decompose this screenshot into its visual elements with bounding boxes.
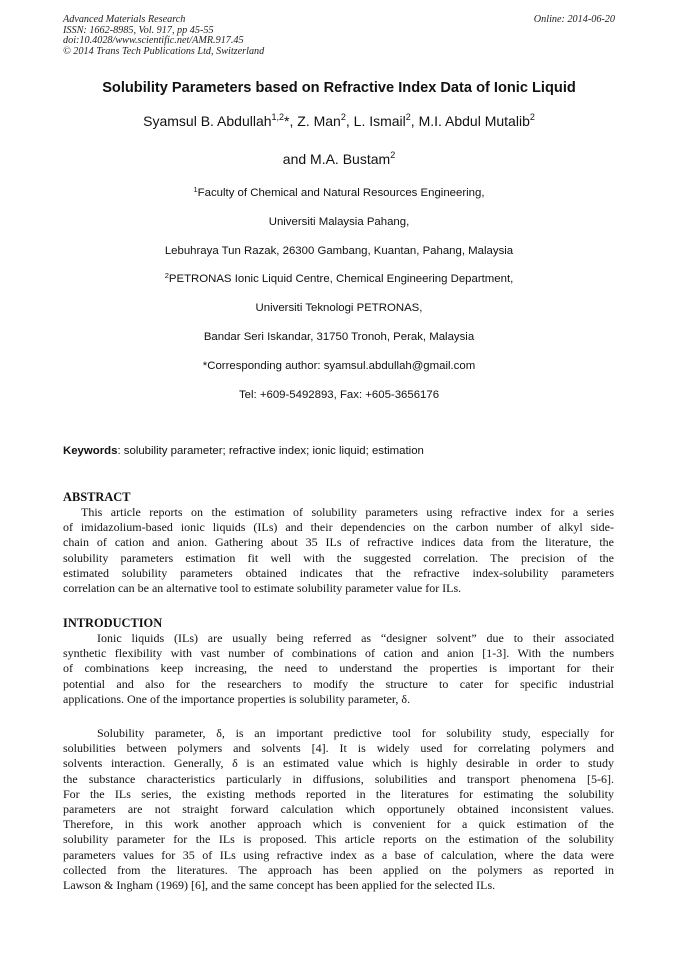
- text-line: synthetic flexibility with vast number of combinations of cation and anion [1-3]. With the numbers: [63, 646, 614, 661]
- affiliation-line: [0, 187, 678, 199]
- text-line: of imidazolium-based ionic liquids (ILs) and their dependencies on the carbon number of alkyl side-: [63, 520, 614, 535]
- text-line: applications. One of the importance properties is solubility parameter, δ.: [63, 691, 411, 706]
- keywords: [63, 445, 424, 457]
- corresponding-author: *Corresponding author: syamsul.abdullah@gmail.com: [202, 360, 476, 372]
- text-line: solvents interaction. Generally, δ is an estimated value which is highly desirable in order to study: [63, 756, 614, 771]
- introduction-heading: INTRODUCTION: [63, 616, 163, 630]
- author-name: Syamsul B. Abdullah: [143, 113, 272, 129]
- author-name: and M.A. Bustam: [282, 151, 391, 167]
- corresponding-star: *: [284, 113, 290, 129]
- journal-name: Advanced Materials Research: [63, 14, 186, 25]
- abstract-body: [63, 505, 614, 596]
- affiliation-text: PETRONAS Ionic Liquid Centre, Chemical Engineering Department,: [168, 273, 514, 285]
- text-line: parameters are not straight forward calculation which opportunely obtained inconsistent values.: [63, 802, 614, 817]
- affiliation-line: Bandar Seri Iskandar, 31750 Tronoh, Perak, Malaysia: [203, 331, 475, 343]
- text-line: collected from the literatures. The approach has been applied on the polymers as reported in: [63, 862, 614, 877]
- text-line: of combinations keep increasing, the need to understand the properties is important for their: [63, 661, 614, 676]
- keywords-label: Keywords: [63, 445, 118, 457]
- text-line: chain of cation and anion. Gathering about 35 ILs of refractive indices data from the literature, the: [63, 535, 614, 550]
- affiliation-line: [0, 273, 678, 285]
- text-line: potential and also for the researchers to modify the structure to cater for specific industrial: [63, 676, 614, 691]
- author-affiliation-mark: 1,2: [271, 112, 285, 122]
- author-line-1: [0, 113, 678, 129]
- text-line: the substance characteristics particularly in diffusions, solubilities and transport phenomena [5-6].: [63, 771, 614, 786]
- affiliation-text: Faculty of Chemical and Natural Resources Engineering,: [197, 187, 485, 199]
- text-line: Lawson & Ingham (1969) [6], and the same concept has been applied for the selected ILs.: [63, 878, 496, 893]
- author-affiliation-mark: 2: [390, 150, 396, 160]
- introduction-paragraph-2: [63, 726, 614, 893]
- text-line: This article reports on the estimation of solubility parameters using refractive index for a series: [81, 505, 614, 519]
- text-line: solubility parameters estimation fit well with the suggested correlation. The precision of the: [63, 550, 614, 565]
- text-line: correlation can be an alternative tool to estimate solubility parameter value for ILs.: [63, 581, 462, 596]
- affiliation-mark: 2: [164, 271, 169, 280]
- journal-header: [63, 15, 264, 57]
- contact-phone-fax: Tel: +609-5492893, Fax: +605-3656176: [238, 389, 440, 401]
- author-line-2: [0, 151, 678, 167]
- online-date: Online: 2014-06-20: [533, 14, 615, 25]
- author-affiliation-mark: 2: [405, 112, 411, 122]
- text-line: For the ILs series, the existing methods reported in the literatures for estimating the solubility: [63, 786, 614, 801]
- affiliation-line: Lebuhraya Tun Razak, 26300 Gambang, Kuantan, Pahang, Malaysia: [164, 245, 514, 257]
- author-name: , L. Ismail: [345, 113, 406, 129]
- introduction-paragraph-1: [63, 631, 614, 707]
- journal-doi: doi:10.4028/www.scientific.net/AMR.917.45: [63, 35, 244, 47]
- text-line: estimated solubility parameters obtained indicates that the refractive index-solubility parameters: [63, 565, 614, 580]
- text-line: solubilities between polymers and solvents [4]. It is widely used for correlating polymers and: [63, 741, 614, 756]
- paper-title: Solubility Parameters based on Refractive Index Data of Ionic Liquid: [102, 80, 576, 96]
- affiliation-mark: 1: [193, 185, 198, 194]
- author-name: , M.I. Abdul Mutalib: [410, 113, 530, 129]
- text-line: Ionic liquids (ILs) are usually being referred as “designer solvent” due to their associated: [97, 631, 614, 645]
- author-affiliation-mark: 2: [340, 112, 346, 122]
- author-affiliation-mark: 2: [529, 112, 535, 122]
- journal-issn: ISSN: 1662-8985, Vol. 917, pp 45-55: [63, 24, 214, 36]
- affiliation-line: Universiti Malaysia Pahang,: [268, 216, 410, 228]
- text-line: Therefore, in this work another approach which is convenient for a quick estimation of the: [63, 817, 614, 832]
- text-line: parameters values for 35 of ILs using refractive index as a base of calculation, where the data were: [63, 847, 614, 862]
- journal-copyright: © 2014 Trans Tech Publications Ltd, Switzerland: [63, 45, 265, 57]
- author-name: , Z. Man: [289, 113, 341, 129]
- keywords-text: : solubility parameter; refractive index; ionic liquid; estimation: [117, 445, 424, 457]
- affiliation-line: Universiti Teknologi PETRONAS,: [255, 302, 423, 314]
- text-line: Solubility parameter, δ, is an important predictive tool for solubility study, especially for: [97, 726, 614, 740]
- text-line: solubility parameter for the ILs is proposed. This article reports on the estimation of the solubility: [63, 832, 614, 847]
- abstract-heading: ABSTRACT: [63, 490, 131, 504]
